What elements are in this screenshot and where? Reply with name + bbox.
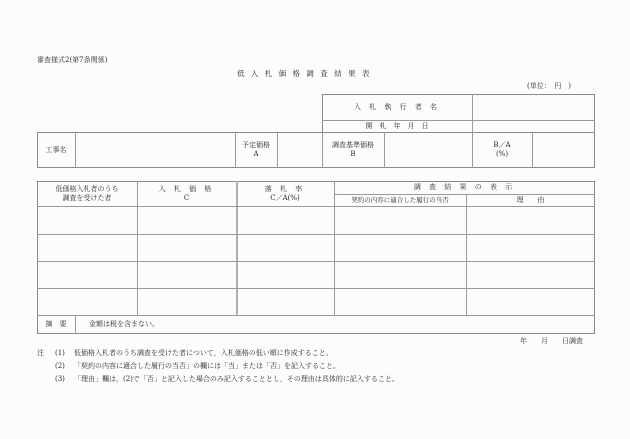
ratio-label: B／A <box>493 141 511 149</box>
bidder-header <box>37 181 137 206</box>
conformity-header: 契約の内容に適合した履行の当否 <box>351 195 449 204</box>
bid-executor-field[interactable] <box>473 94 594 120</box>
planned-price-symbol: A <box>253 150 259 158</box>
unit-label: (単位： 円 ) <box>527 82 571 90</box>
reason-cell[interactable] <box>466 288 595 315</box>
reason-header: 理 由 <box>516 195 545 204</box>
reason-cell[interactable] <box>466 234 595 261</box>
rate-cell[interactable] <box>236 206 334 234</box>
bidder-cell[interactable] <box>37 234 137 261</box>
bid-price-symbol: C <box>183 193 190 202</box>
rate-cell[interactable] <box>236 261 334 288</box>
survey-base-price-header <box>322 132 384 168</box>
divider <box>75 315 76 334</box>
opening-date-label: 開 札 年 月 日 <box>365 121 429 130</box>
note-text: 「契約の内容に適合した履行の当否」の欄には「当」または「否」を記入すること。 <box>74 362 340 370</box>
ratio-field[interactable] <box>533 132 594 168</box>
conformity-cell[interactable] <box>334 288 466 315</box>
document-title: 低 入 札 価 格 調 査 結 果 表 <box>237 69 372 78</box>
winning-rate-header <box>236 181 334 206</box>
note-number: (2) <box>55 362 65 370</box>
bidder-cell[interactable] <box>37 288 137 315</box>
bid-price-cell[interactable] <box>137 234 236 261</box>
winning-rate-formula: C／A(%) <box>270 193 300 202</box>
notes-prefix: 注 <box>37 349 44 357</box>
project-name-label: 工事名 <box>45 145 67 154</box>
bidder-cell[interactable] <box>37 206 137 234</box>
planned-price-label: 予定価格 <box>242 141 270 149</box>
conformity-cell[interactable] <box>334 206 466 234</box>
note-text: 「理由」欄は，(2)で「否」と記入した場合のみ記入することとし，その理由は具体的に記入すること。 <box>74 375 399 383</box>
bidder-header-line2: 調査を受けた者 <box>62 193 112 202</box>
planned-price-field[interactable] <box>278 132 322 168</box>
note-number: (1) <box>55 349 65 357</box>
bid-price-cell[interactable] <box>137 288 236 315</box>
planned-price-header <box>235 132 277 168</box>
bid-price-header <box>137 181 236 206</box>
divider <box>37 315 595 316</box>
note-text: 低価格入札者のうち調査を受けた者について，入札価格の低い順に作成すること。 <box>74 349 333 357</box>
bidder-cell[interactable] <box>37 261 137 288</box>
form-label: 審査様式2(第7条関係) <box>37 56 108 64</box>
reason-cell[interactable] <box>466 206 595 234</box>
result-group-header: 調 査 結 果 の 表 示 <box>413 183 516 191</box>
note-number: (3) <box>55 375 65 383</box>
bid-executor-label: 入 札 執 行 者 名 <box>353 102 441 111</box>
bid-price-label: 入 札 価 格 <box>158 184 215 193</box>
project-name-field[interactable] <box>76 132 235 168</box>
survey-base-price-label: 調査基準価格 <box>332 141 374 149</box>
ratio-header <box>472 132 532 168</box>
bid-price-cell[interactable] <box>137 261 236 288</box>
summary-label: 摘 要 <box>45 320 67 328</box>
rate-cell[interactable] <box>236 288 334 315</box>
bid-price-cell[interactable] <box>137 206 236 234</box>
conformity-cell[interactable] <box>334 234 466 261</box>
rate-cell[interactable] <box>236 234 334 261</box>
conformity-cell[interactable] <box>334 261 466 288</box>
summary-text: 金額は税を含まない。 <box>89 320 159 328</box>
ratio-unit: (%) <box>495 150 509 158</box>
survey-base-price-field[interactable] <box>385 132 472 168</box>
bidder-header-line1: 低価格入札者のうち <box>55 184 119 193</box>
survey-base-price-symbol: B <box>350 150 356 158</box>
reason-cell[interactable] <box>466 261 595 288</box>
winning-rate-label: 落 札 率 <box>264 184 306 193</box>
opening-date-field[interactable] <box>473 120 594 132</box>
survey-date: 年 月 日調査 <box>520 337 583 345</box>
